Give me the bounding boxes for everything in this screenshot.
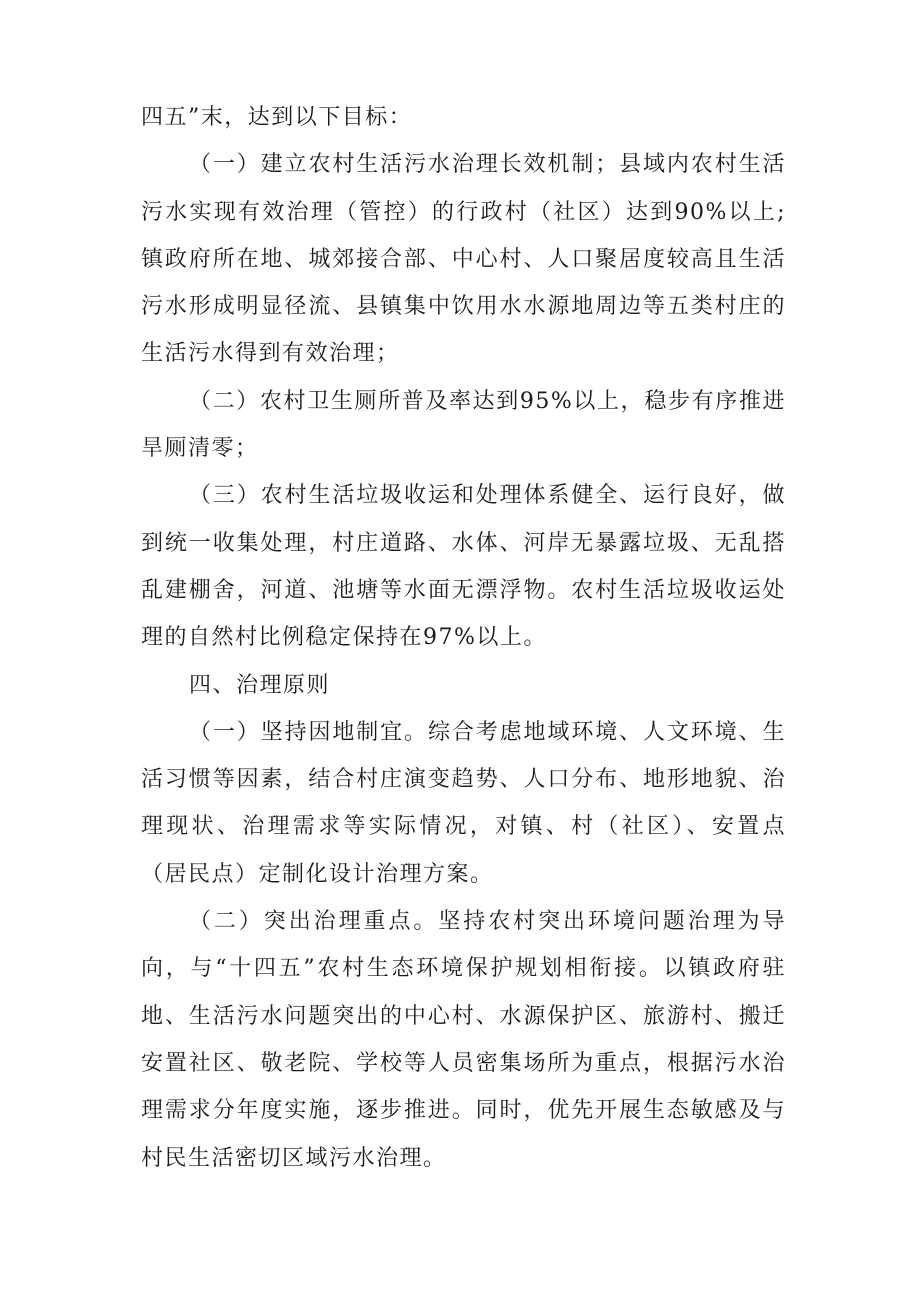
paragraph-principle-1: （一）坚持因地制宜。综合考虑地域环境、人文环境、生活习惯等因素，结合村庄演变趋势、人口分布、地形地貌、治理现状、治理需求等实际情况，对镇、村（社区）、安置点（居民点）定制化设计治理方案。 [141, 719, 786, 887]
paragraph-goal-1: （一）建立农村生活污水治理长效机制；县域内农村生活污水实现有效治理（管控）的行政村（社区）达到90%以上;镇政府所在地、城郊接合部、中心村、人口聚居度较高且生活污水形成明显径流、县镇集中饮用水水源地周边等五类村庄的生活污水得到有效治理； [141, 152, 786, 367]
paragraph-goal-3: （三）农村生活垃圾收运和处理体系健全、运行良好，做到统一收集处理，村庄道路、水体、河岸无暴露垃圾、无乱搭乱建棚舍，河道、池塘等水面无漂浮物。农村生活垃圾收运处理的自然村比例稳定保持在97%以上。 [141, 483, 786, 651]
paragraph-goal-2: （二）农村卫生厕所普及率达到95%以上，稳步有序推进旱厕清零； [141, 388, 786, 462]
section-heading: 四、治理原则 [189, 672, 331, 698]
document-body [141, 94, 786, 1182]
paragraph-principle-2: （二）突出治理重点。坚持农村突出环境问题治理为导向，与“十四五”农村生态环境保护规划相衔接。以镇政府驻地、生活污水问题突出的中心村、水源保护区、旅游村、搬迁安置社区、敬老院、学校等人员密集场所为重点，根据污水治理需求分年度实施，逐步推进。同时，优先开展生态敏感及与村民生活密切区域污水治理。 [141, 909, 786, 1171]
paragraph-continuation: 四五”末，达到以下目标： [141, 105, 413, 130]
